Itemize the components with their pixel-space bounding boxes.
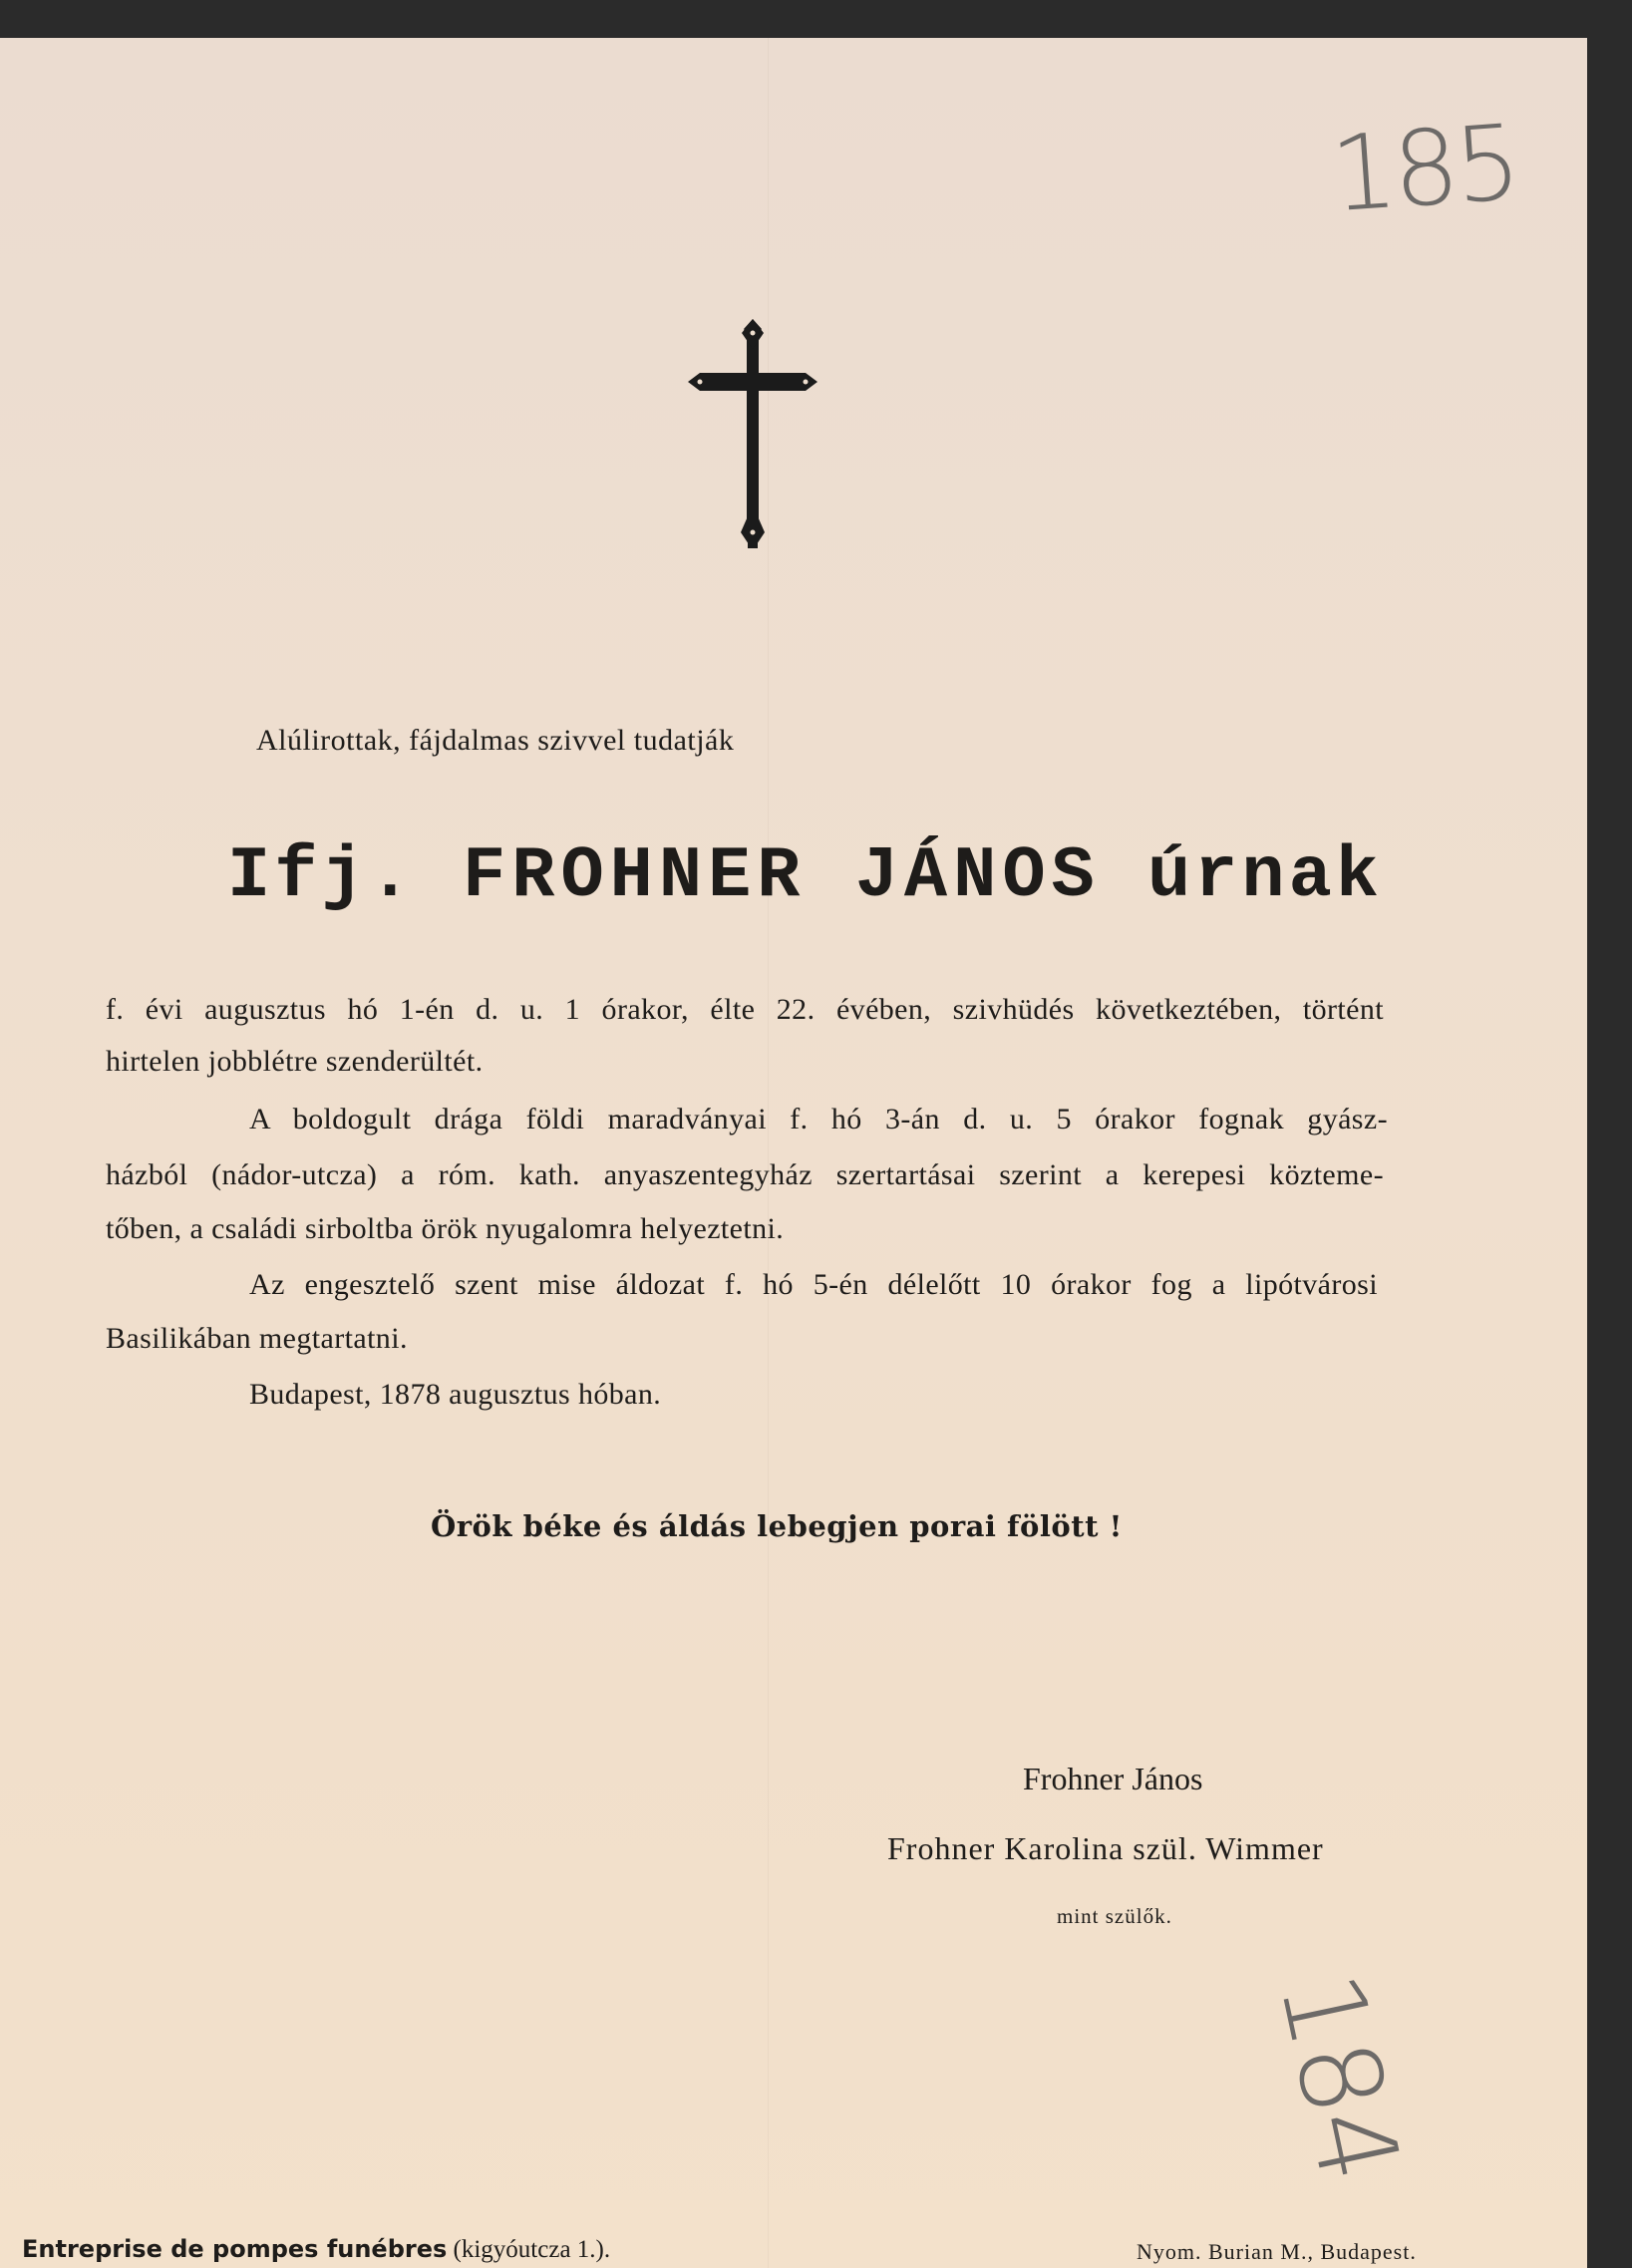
printer-imprint: Nyom. Burian M., Budapest. xyxy=(1137,2239,1417,2264)
paragraph3-line1: Az engesztelő szent mise áldozat f. hó 5-én délelőtt 10 órakor fog a lipótvárosi xyxy=(249,1268,1378,1301)
paragraph2-line3: tőben, a családi sirboltba örök nyugalomra helyeztetni. xyxy=(106,1212,785,1245)
undertaker-imprint xyxy=(22,2235,610,2264)
cross-icon xyxy=(688,319,817,548)
paragraph2-line1: A boldogult drága földi maradványai f. hó 3-án d. u. 5 órakor fognak gyász- xyxy=(249,1103,1388,1135)
signatories-relation: mint szülők. xyxy=(1057,1904,1172,1928)
paragraph1-line1: f. évi augusztus hó 1-én d. u. 1 órakor, élte 22. évében, szivhüdés következtében, történt xyxy=(106,993,1384,1026)
signatory-father: Frohner János xyxy=(1023,1761,1203,1796)
headline-prefix: Ifj. xyxy=(227,835,416,917)
dateline: Budapest, 1878 augusztus hóban. xyxy=(249,1378,662,1411)
signatory-mother: Frohner Karolina szül. Wimmer xyxy=(887,1830,1324,1866)
document-page xyxy=(0,38,1587,2268)
undertaker-address: (kigyóutcza 1.). xyxy=(453,2236,611,2263)
paragraph3-line2: Basilikában megtartatni. xyxy=(106,1322,408,1355)
undertaker-name: Entreprise de pompes funébres xyxy=(22,2235,448,2263)
deceased-name: FROHNER JÁNOS xyxy=(463,835,1101,917)
pencil-archive-number-side: 184 xyxy=(1253,1962,1425,2192)
pencil-archive-number-top: 185 xyxy=(1326,101,1521,236)
paragraph2-line2: házból (nádor-utcza) a róm. kath. anyaszentegyház szertartásai szerint a kerepesi közteme- xyxy=(106,1158,1384,1191)
blessing: Örök béke és áldás lebegjen porai fölött ! xyxy=(431,1509,1123,1543)
paragraph1-line2: hirtelen jobblétre szenderültét. xyxy=(106,1045,484,1078)
headline-suffix: úrnak xyxy=(1146,835,1384,917)
headline xyxy=(227,835,1383,917)
intro-line: Alúlirottak, fájdalmas szivvel tudatják xyxy=(256,724,735,757)
